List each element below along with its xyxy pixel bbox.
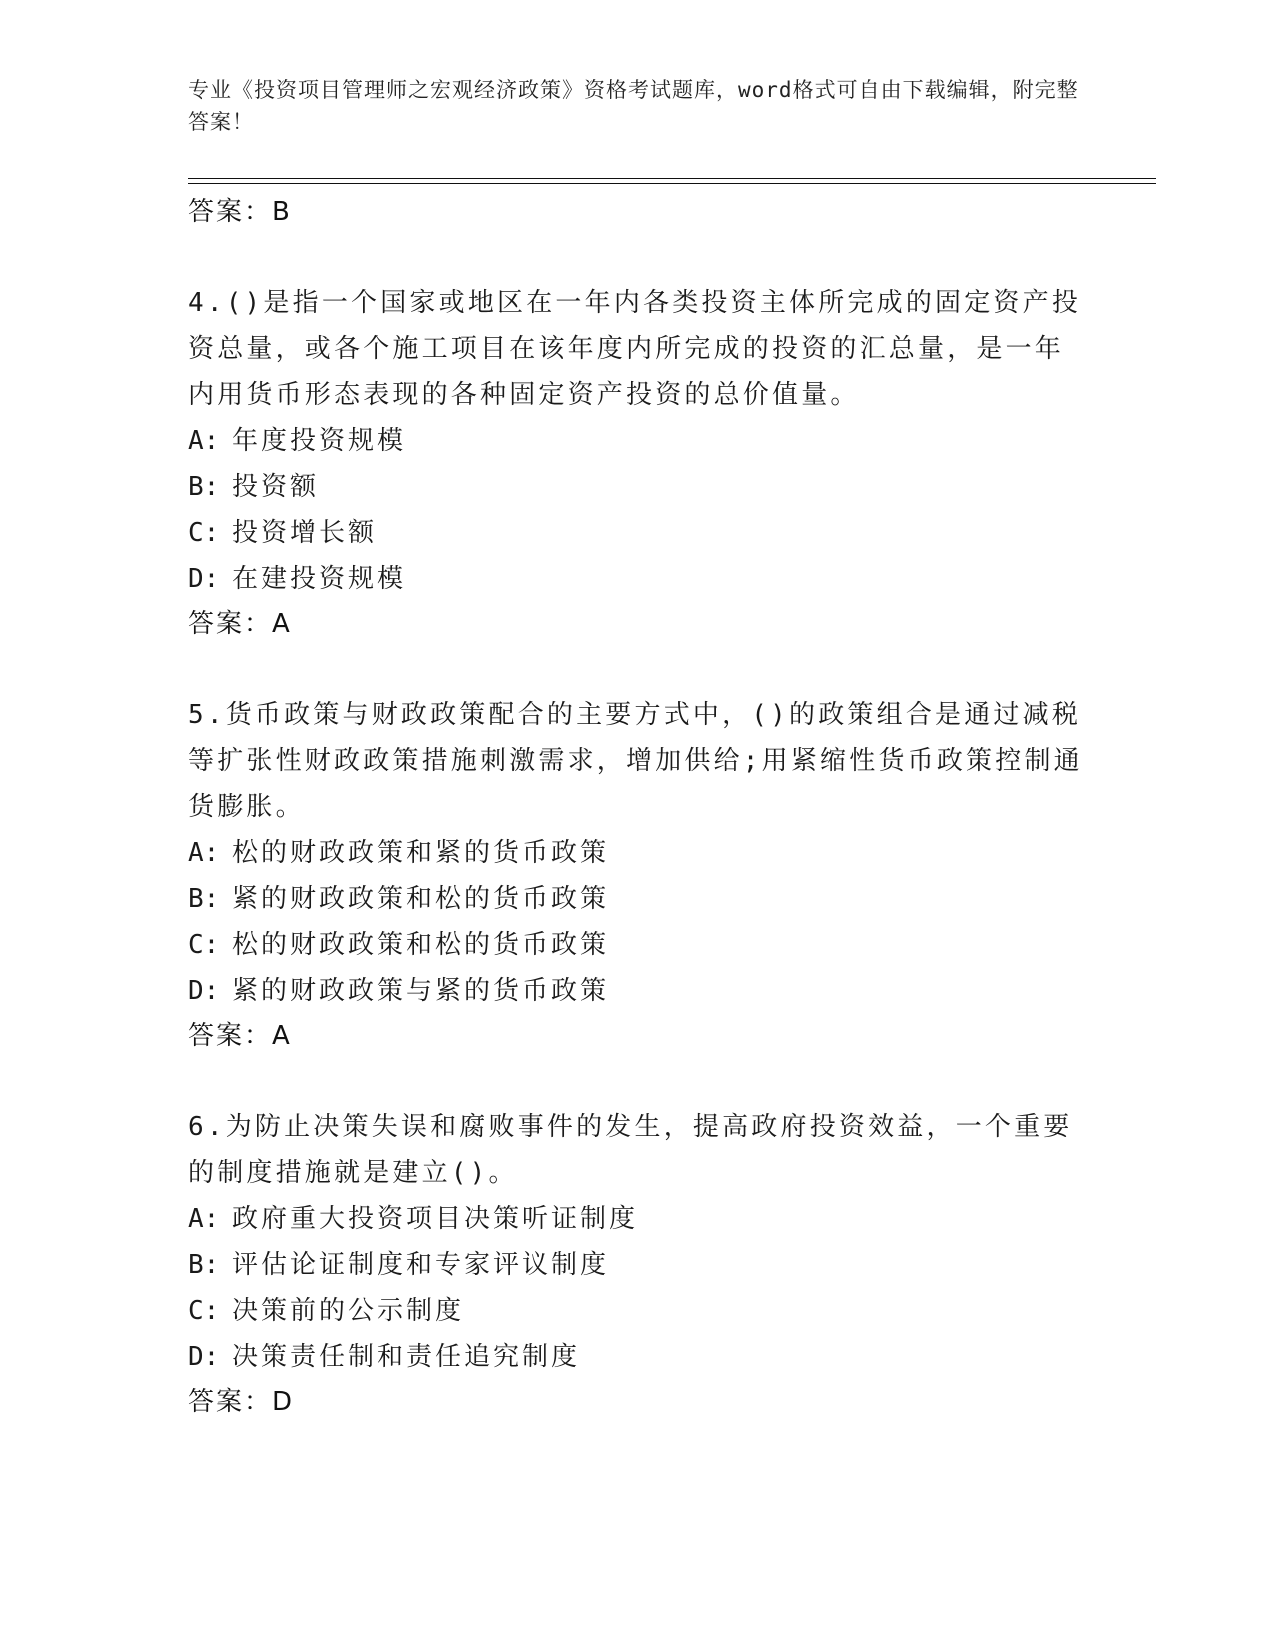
option-text: 紧的财政政策与紧的货币政策 — [232, 976, 610, 1006]
option-d — [188, 968, 1088, 1014]
option-letter: C: — [188, 1296, 220, 1326]
document-header: 专业《投资项目管理师之宏观经济政策》资格考试题库，word格式可自由下载编辑，附完整答案！ — [188, 78, 1079, 134]
header-divider-top — [188, 178, 1156, 179]
option-letter: A: — [188, 1204, 220, 1234]
header-divider-bottom — [188, 183, 1156, 184]
option-d — [188, 556, 1088, 602]
option-a — [188, 830, 1088, 876]
question-list — [188, 190, 1088, 1424]
option-letter: C: — [188, 930, 220, 960]
question-item — [188, 1104, 1088, 1424]
option-text: 投资增长额 — [232, 518, 378, 548]
option-letter: A: — [188, 426, 220, 456]
option-text: 评估论证制度和专家评议制度 — [232, 1250, 610, 1280]
option-letter: B: — [188, 884, 220, 914]
option-c — [188, 1288, 1088, 1334]
option-b — [188, 1242, 1088, 1288]
option-text: 松的财政政策和紧的货币政策 — [232, 838, 610, 868]
option-a — [188, 418, 1088, 464]
option-text: 决策责任制和责任追究制度 — [232, 1342, 581, 1372]
option-c — [188, 922, 1088, 968]
option-text: 年度投资规模 — [232, 426, 407, 456]
option-text: 投资额 — [232, 472, 320, 502]
option-text: 紧的财政政策和松的货币政策 — [232, 884, 610, 914]
option-letter: D: — [188, 564, 220, 594]
option-b — [188, 464, 1088, 510]
option-b — [188, 876, 1088, 922]
option-text: 松的财政政策和松的货币政策 — [232, 930, 610, 960]
option-c — [188, 510, 1088, 556]
option-a — [188, 1196, 1088, 1242]
option-letter: A: — [188, 838, 220, 868]
answer-line: 答案：D — [188, 1387, 295, 1417]
option-d — [188, 1334, 1088, 1380]
option-letter: C: — [188, 518, 220, 548]
option-text: 决策前的公示制度 — [232, 1296, 465, 1326]
question-stem: 6.为防止决策失误和腐败事件的发生，提高政府投资效益，一个重要的制度措施就是建立()。 — [188, 1112, 1073, 1188]
option-letter: D: — [188, 976, 220, 1006]
question-stem: 5.货币政策与财政政策配合的主要方式中，()的政策组合是通过减税等扩张性财政政策措施刺激需求，增加供给;用紧缩性货币政策控制通货膨胀。 — [188, 700, 1083, 822]
option-letter: B: — [188, 472, 220, 502]
option-text: 政府重大投资项目决策听证制度 — [232, 1204, 639, 1234]
answer-line: 答案：A — [188, 609, 292, 639]
question-item — [188, 280, 1088, 646]
option-letter: D: — [188, 1342, 220, 1372]
answer-line: 答案：A — [188, 1021, 292, 1051]
answer-line: 答案：B — [188, 197, 292, 227]
question-stem: 4.()是指一个国家或地区在一年内各类投资主体所完成的固定资产投资总量，或各个施工项目在该年度内所完成的投资的汇总量，是一年内用货币形态表现的各种固定资产投资的总价值量。 — [188, 288, 1082, 410]
question-item — [188, 692, 1088, 1058]
option-text: 在建投资规模 — [232, 564, 407, 594]
option-letter: B: — [188, 1250, 220, 1280]
